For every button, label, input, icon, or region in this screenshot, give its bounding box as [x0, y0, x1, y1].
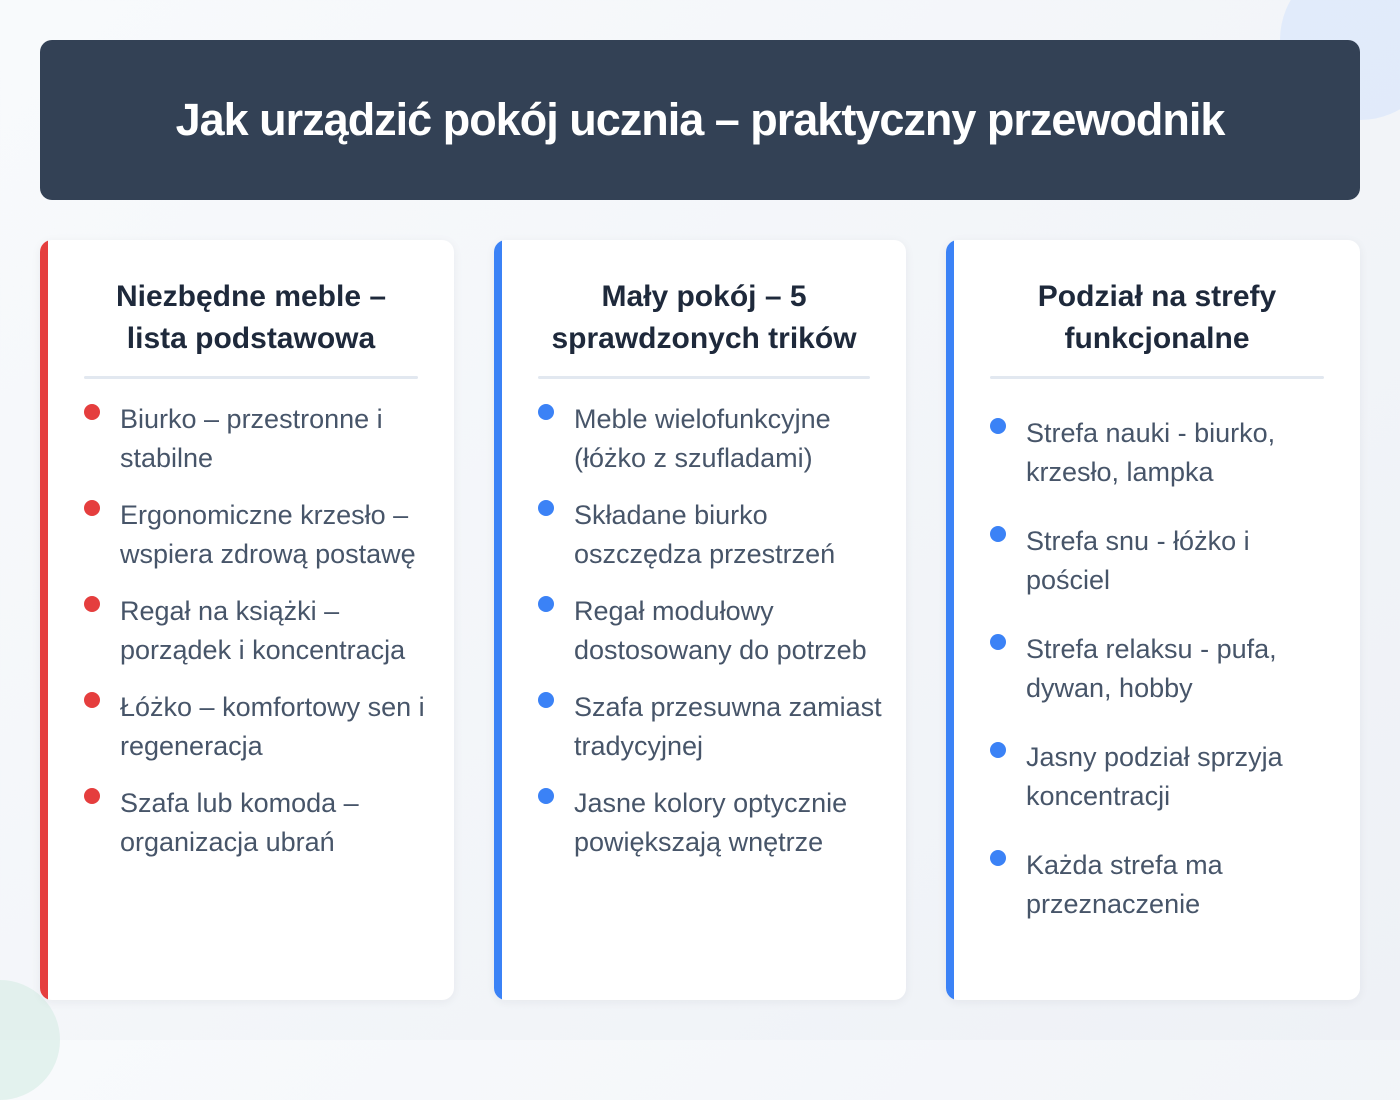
card-functional-zones — [946, 240, 1360, 1000]
bullet-dot-icon — [990, 634, 1006, 650]
list-item-text: Regał modułowy dostosowany do potrzeb — [574, 596, 867, 665]
list-item — [538, 496, 886, 574]
list-item-text: Każda strefa ma przeznaczenie — [1026, 850, 1223, 919]
list-item-text: Łóżko – komfortowy sen i regeneracja — [120, 692, 425, 761]
list-item-text: Meble wielofunkcyjne (łóżko z szufladami) — [574, 404, 831, 473]
list-item — [990, 846, 1340, 924]
card-divider — [84, 376, 418, 379]
list-item-text: Biurko – przestronne i stabilne — [120, 404, 383, 473]
bullet-dot-icon — [84, 596, 100, 612]
list-item-text: Strefa snu - łóżko i pościel — [1026, 526, 1250, 595]
card-small-room-tricks — [494, 240, 906, 1000]
card-title: Mały pokój – 5 sprawdzonych trików — [551, 280, 857, 355]
list-item — [538, 592, 886, 670]
list-item-text: Regał na książki – porządek i koncentracja — [120, 596, 406, 665]
card-accent-bar — [946, 240, 954, 1000]
list-item-text: Jasne kolory optycznie powiększają wnętrze — [574, 788, 848, 857]
card-accent-bar — [40, 240, 48, 1000]
list-item — [538, 784, 886, 862]
page-title: Jak urządzić pokój ucznia – praktyczny przewodnik — [175, 94, 1225, 145]
list-item-text: Szafa przesuwna zamiast tradycyjnej — [574, 692, 882, 761]
bullet-dot-icon — [990, 418, 1006, 434]
list-item-text: Składane biurko oszczędza przestrzeń — [574, 500, 836, 569]
card-divider — [990, 376, 1324, 379]
list-item — [84, 688, 434, 766]
bullet-dot-icon — [990, 850, 1006, 866]
list-item — [990, 630, 1340, 708]
bullet-dot-icon — [84, 788, 100, 804]
bullet-list — [538, 400, 886, 880]
list-item — [990, 414, 1340, 492]
list-item — [84, 496, 434, 574]
card-essential-furniture — [40, 240, 454, 1000]
bullet-dot-icon — [84, 500, 100, 516]
list-item — [84, 400, 434, 478]
list-item — [84, 592, 434, 670]
bullet-dot-icon — [990, 526, 1006, 542]
page-header — [40, 40, 1360, 200]
list-item — [990, 738, 1340, 816]
list-item-text: Strefa nauki - biurko, krzesło, lampka — [1026, 418, 1276, 487]
card-accent-bar — [494, 240, 502, 1000]
list-item — [990, 522, 1340, 600]
bullet-dot-icon — [538, 500, 554, 516]
card-divider — [538, 376, 870, 379]
list-item — [538, 688, 886, 766]
list-item-text: Ergonomiczne krzesło – wspiera zdrową postawę — [120, 500, 416, 569]
bullet-list — [84, 400, 434, 880]
card-title: Podział na strefy funkcjonalne — [1037, 280, 1277, 355]
bullet-dot-icon — [538, 596, 554, 612]
bullet-dot-icon — [84, 404, 100, 420]
list-item — [538, 400, 886, 478]
list-item-text: Strefa relaksu - pufa, dywan, hobby — [1026, 634, 1277, 703]
bullet-dot-icon — [538, 788, 554, 804]
card-title: Niezbędne meble – lista podstawowa — [115, 280, 387, 355]
list-item-text: Jasny podział sprzyja koncentracji — [1026, 742, 1283, 811]
list-item-text: Szafa lub komoda – organizacja ubrań — [120, 788, 359, 857]
bullet-dot-icon — [84, 692, 100, 708]
bullet-dot-icon — [538, 404, 554, 420]
bullet-list — [990, 414, 1340, 954]
bullet-dot-icon — [990, 742, 1006, 758]
bullet-dot-icon — [538, 692, 554, 708]
list-item — [84, 784, 434, 862]
